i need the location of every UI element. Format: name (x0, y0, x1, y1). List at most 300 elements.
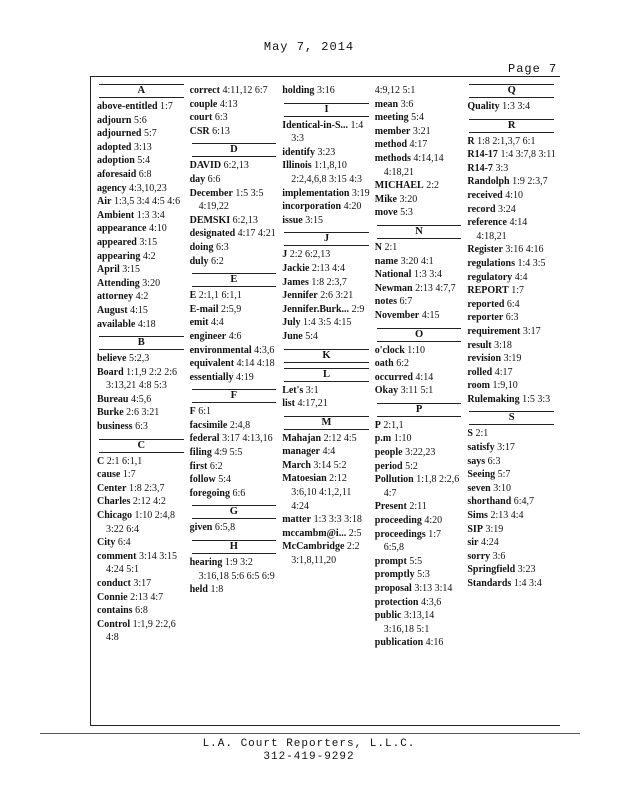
index-entry (97, 168, 186, 182)
index-term: environmental (189, 344, 252, 356)
index-column-2 (188, 84, 281, 720)
index-entry (282, 276, 371, 290)
index-refs: 1:7 (122, 469, 136, 481)
index-refs: 6:3 (214, 112, 228, 124)
index-term: available (97, 318, 136, 330)
index-entry (467, 468, 556, 482)
index-refs: 2:2 3:1,8,11,20 (291, 541, 360, 567)
index-entry (467, 441, 556, 455)
index-refs: 6:6 (207, 173, 221, 185)
index-refs: 2:13 4:4 (311, 262, 345, 274)
index-entry (190, 214, 279, 228)
index-entry (97, 100, 186, 114)
index-refs: 2:1,1 (383, 419, 404, 431)
index-term: REPORT (467, 285, 509, 297)
index-term: November (374, 309, 420, 321)
index-entry (97, 550, 186, 577)
index-entry (467, 257, 556, 271)
letter-heading: J (284, 232, 369, 246)
index-refs: 3:20 (399, 193, 418, 205)
index-term: occurred (374, 371, 413, 383)
index-term: received (467, 189, 503, 201)
index-entry (375, 179, 464, 193)
index-entry (467, 536, 556, 550)
index-refs: 6:7 (399, 296, 413, 308)
index-entry (375, 555, 464, 569)
index-refs: 5:4 (137, 155, 151, 167)
index-refs: 3:15 (139, 236, 158, 248)
page-number: Page 7 (508, 62, 558, 76)
index-term: given (189, 522, 213, 534)
index-refs: 5:7 (497, 469, 511, 481)
index-refs: 6:2 (209, 460, 223, 472)
index-entry (190, 241, 279, 255)
index-refs: 3:13 3:14 (414, 583, 453, 594)
index-refs: 3:20 4:1 (400, 255, 434, 267)
letter-heading: F (192, 389, 277, 403)
index-refs: 2:13 4:7 (130, 591, 164, 603)
index-entry (190, 583, 279, 597)
letter-heading: O (377, 328, 462, 342)
index-term: R14-17 (467, 149, 498, 161)
index-refs: 1:9 2:3,7 (512, 176, 548, 188)
index-entry (375, 514, 464, 528)
index-entry (190, 556, 279, 583)
index-refs: 4:3,6 (254, 344, 275, 356)
index-term: protection (374, 596, 419, 608)
index-refs: 2:4,8 (229, 419, 251, 431)
index-term: prompt (374, 555, 407, 567)
left-border (90, 76, 91, 725)
index-entry (375, 528, 464, 555)
index-entry (375, 609, 464, 636)
index-refs: 1:7 6:5,8 (383, 528, 441, 554)
index-term: Identical-in-S... (282, 119, 349, 131)
index-refs: 4:20 (343, 201, 362, 213)
index-entry (375, 500, 464, 514)
index-term: Mahajan (282, 432, 322, 444)
index-term: July (282, 317, 301, 329)
index-term: identify (282, 146, 315, 158)
index-entry (190, 405, 279, 419)
index-refs: 6:3 (487, 455, 501, 467)
index-term: Control (97, 618, 131, 630)
index-entry (190, 125, 279, 139)
letter-heading: E (192, 273, 277, 287)
index-refs: 3:21 (412, 125, 431, 137)
index-entry (97, 250, 186, 264)
index-entry (467, 379, 556, 393)
index-entry (97, 263, 186, 277)
index-term: cause (97, 469, 121, 481)
index-term: equivalent (189, 358, 235, 370)
index-refs: 2:2 6:2,13 (289, 249, 331, 261)
index-refs: 3:6 (400, 98, 414, 110)
letter-heading: I (284, 103, 369, 117)
index-term: oath (374, 358, 394, 370)
footer-company: L.A. Court Reporters, L.L.C. (202, 738, 416, 750)
index-refs: 4:14 (415, 371, 434, 383)
index-entry (190, 432, 279, 446)
index-term: publication (374, 637, 424, 649)
index-term: August (97, 304, 128, 316)
index-refs: 1:9 3:2 3:16,18 5:6 6:5 6:9 (198, 557, 275, 582)
index-refs: 6:3 (135, 421, 148, 433)
index-term: conduct (97, 578, 131, 589)
index-term: member (374, 125, 411, 137)
index-refs: 6:13 (212, 125, 230, 137)
index-refs: 5:2 (405, 460, 418, 472)
index-entry (190, 159, 279, 173)
index-refs: 2:1 (475, 428, 489, 440)
index-entry (190, 187, 279, 214)
index-entry (282, 397, 371, 411)
letter-heading: C (99, 439, 184, 453)
index-term: Charles (97, 496, 131, 508)
index-term: seven (467, 482, 491, 494)
index-entry (190, 255, 279, 269)
index-term: proposal (374, 583, 412, 594)
index-term: Register (467, 244, 503, 256)
index-refs: 2:5 (348, 527, 362, 539)
index-entry (467, 523, 556, 537)
index-refs: 4:2 (142, 250, 156, 262)
index-entry (190, 357, 279, 371)
index-refs: 4:6 (228, 330, 242, 342)
index-term: people (374, 447, 403, 459)
index-term: Mike (374, 193, 397, 205)
index-refs: 4:10 (148, 223, 167, 235)
index-entry (282, 445, 371, 459)
index-term: implementation (282, 187, 350, 199)
index-entry (282, 262, 371, 276)
index-entry (467, 550, 556, 564)
index-refs: 6:6 (232, 487, 246, 499)
index-refs: 3:15 (122, 264, 141, 276)
index-entry (375, 98, 464, 112)
index-refs: 4:17 (494, 366, 513, 378)
index-entry (282, 146, 371, 160)
index-entry (375, 295, 464, 309)
index-refs: 4:17 (409, 139, 428, 151)
index-entry (282, 432, 371, 446)
index-refs: 3:19 (503, 353, 522, 365)
index-refs: 3:19 (351, 187, 370, 199)
index-refs: 6:8 (135, 605, 148, 617)
index-entry (467, 325, 556, 339)
index-refs: 4:15 (130, 304, 148, 316)
index-term: mccambm@i... (282, 527, 347, 539)
index-term: notes (374, 296, 398, 308)
index-term: SIP (467, 523, 483, 535)
index-term: Okay (374, 385, 399, 397)
index-entry (467, 482, 556, 496)
index-refs: 4:24 (480, 537, 499, 549)
index-entry (375, 152, 464, 179)
index-refs: 6:2 (396, 358, 409, 370)
index-entry (97, 468, 186, 482)
bottom-rule (90, 725, 560, 726)
index-refs: 2:9 (351, 303, 365, 315)
index-entry (190, 227, 279, 241)
index-entry (97, 304, 186, 318)
index-refs: 2:1,1 6:1,1 (198, 290, 242, 302)
index-term: Center (97, 482, 127, 494)
index-entry (97, 406, 186, 420)
index-entry (190, 473, 279, 487)
index-term: March (282, 459, 311, 471)
index-term: E (189, 290, 197, 302)
index-term: Jackie (282, 262, 310, 274)
index-term: satisfy (467, 442, 495, 454)
index-entry (97, 604, 186, 618)
index-entry (97, 209, 186, 223)
index-entry (467, 135, 556, 149)
index-entry (190, 419, 279, 433)
index-entry (467, 495, 556, 509)
index-refs: 1:1,9 2:2 2:6 3:13,21 4:8 5:3 (106, 366, 178, 392)
index-entry (375, 357, 464, 371)
index-refs: 1:4 3:5 (517, 257, 546, 269)
index-entry (97, 495, 186, 509)
index-entry (190, 371, 279, 385)
index-refs: 5:3 (417, 569, 430, 581)
index-term: N (374, 241, 383, 253)
index-term: agency (97, 182, 127, 194)
letter-heading: A (99, 84, 184, 98)
index-term: appearance (97, 223, 147, 235)
index-entry (467, 203, 556, 217)
index-refs: 5:4 (218, 474, 231, 486)
index-refs: 6:4,7 (513, 496, 535, 508)
index-entry (467, 427, 556, 441)
index-entry (375, 473, 464, 500)
index-term: couple (189, 98, 218, 110)
index-refs: 3:6 (492, 550, 506, 562)
index-refs: 5:7 (143, 128, 157, 140)
index-column-4 (373, 84, 466, 720)
index-refs: 1:5 3:3 (522, 393, 551, 405)
letter-heading: H (192, 540, 277, 554)
index-refs: 6:8 (138, 168, 152, 180)
index-entry (467, 393, 556, 407)
index-term: contains (97, 605, 133, 617)
index-term: Ambient (97, 209, 135, 221)
index-entry (97, 577, 186, 591)
index-term: appearing (97, 250, 141, 262)
index-term: duly (189, 255, 209, 267)
index-term: June (282, 330, 303, 342)
index-term: court (189, 112, 213, 124)
index-column-3 (280, 84, 373, 720)
index-refs: 4:3,10,23 (128, 182, 167, 194)
index-term: Illinois (282, 160, 312, 172)
index-refs: 1:3 3:4 (413, 269, 443, 281)
index-term: Newman (374, 282, 413, 294)
index-refs: 2:12 3:6,10 4:1,2,11 4:24 (291, 473, 352, 512)
index-term: engineer (189, 330, 227, 342)
index-term: business (97, 421, 133, 433)
index-refs: 1:7 (511, 285, 524, 297)
index-refs: 1:4 3:4 (513, 578, 542, 589)
index-refs: 3:11 5:1 (400, 385, 434, 397)
index-term: Chicago (97, 510, 132, 522)
index-term: p.m (374, 433, 392, 445)
index-refs: 1:5 3:5 4:19,22 (198, 187, 264, 213)
index-term: adopted (97, 141, 132, 153)
index-refs: 4:9,12 5:1 (374, 85, 416, 96)
index-refs: 4:3,6 (420, 596, 442, 608)
index-refs: 3:10 (493, 482, 511, 494)
index-entry (97, 114, 186, 128)
letter-heading: G (192, 505, 277, 519)
index-refs: 3:18 (494, 339, 512, 351)
index-entry (375, 344, 464, 358)
index-refs: 6:5,8 (214, 522, 236, 534)
index-term: Pollution (374, 474, 414, 486)
index-term: R (467, 135, 475, 147)
index-entry (190, 330, 279, 344)
index-term: correct (189, 85, 220, 96)
index-term: Bureau (97, 393, 129, 405)
index-term: requirement (467, 325, 521, 337)
index-refs: 5:5 (409, 555, 423, 567)
index-refs: 3:23 (517, 564, 536, 576)
footer-phone: 312-419-9292 (263, 751, 355, 763)
index-entry (190, 487, 279, 501)
index-entry (467, 577, 556, 591)
index-refs: 3:23 (317, 146, 336, 158)
index-refs: 1:10 (407, 344, 426, 356)
index-entry (282, 84, 371, 98)
index-entry (375, 432, 464, 446)
index-entry (190, 289, 279, 303)
index-refs: 4:15 (421, 309, 440, 321)
index-refs: 2:6 3:21 (320, 290, 354, 302)
index-entry (375, 636, 464, 650)
index-term: holding (282, 85, 315, 96)
index-refs: 4:17,21 (297, 398, 328, 410)
index-term: S (467, 428, 473, 440)
index-refs: 2:12 4:2 (132, 496, 166, 508)
index-term: CSR (189, 125, 210, 137)
index-entry (467, 509, 556, 523)
index-entry (97, 536, 186, 550)
index-entry (375, 241, 464, 255)
index-refs: 6:4 (117, 537, 131, 549)
index-refs: 3:17 4:13,16 (222, 433, 273, 445)
index-term: City (97, 537, 116, 549)
index-term: F (189, 406, 196, 418)
index-entry (467, 148, 556, 162)
index-term: result (467, 339, 492, 351)
index-entry (467, 243, 556, 257)
index-refs: 2:13 4:4 (490, 510, 524, 522)
index-entry (190, 111, 279, 125)
index-entry (375, 111, 464, 125)
index-entry (375, 596, 464, 610)
index-refs: 1:10 (393, 433, 412, 445)
index-term: doing (189, 241, 214, 253)
index-term: facsimile (189, 419, 228, 431)
index-refs: 1:1,8,10 2:2,4,6,8 3:15 4:3 (291, 160, 363, 185)
index-term: C (97, 455, 105, 467)
index-term: says (467, 455, 486, 467)
index-refs: 4:13 (219, 98, 238, 110)
index-refs: 4:20 (424, 515, 443, 527)
index-entry (467, 284, 556, 298)
index-term: emit (189, 317, 209, 329)
index-term: first (189, 460, 208, 472)
index-term: o'clock (374, 344, 405, 356)
index-refs: 4:2 (135, 291, 149, 303)
index-entry (190, 316, 279, 330)
index-refs: 1:3 3:4 (136, 209, 165, 221)
index-entry (375, 282, 464, 296)
letter-heading: P (377, 403, 462, 417)
index-entry (97, 195, 186, 209)
index-term: December (189, 187, 233, 199)
index-term: meeting (374, 112, 409, 124)
index-refs: 4:10 (505, 189, 524, 201)
index-term: sorry (467, 550, 491, 562)
index-term: public (374, 610, 402, 622)
index-refs: 4:19 (235, 371, 254, 383)
index-column-5 (465, 84, 558, 720)
index-entry (467, 366, 556, 380)
index-term: DAVID (189, 160, 222, 172)
index-term: Standards (467, 578, 512, 589)
index-term: reporter (467, 312, 504, 324)
index-entry (282, 159, 371, 186)
index-refs: 1:1,8 2:2,6 4:7 (383, 474, 460, 499)
index-term: manager (282, 446, 320, 458)
index-entry (282, 540, 371, 567)
index-term: Burke (97, 407, 124, 419)
index-refs: 1:8 2:1,3,7 6:1 (477, 135, 536, 147)
index-entry (467, 352, 556, 366)
index-term: Jennifer.Burk... (282, 303, 350, 315)
index-entry (282, 513, 371, 527)
letter-heading: D (192, 143, 277, 157)
index-term: April (97, 264, 120, 276)
index-entry (190, 521, 279, 535)
index-entry (97, 618, 186, 645)
index-term: proceedings (374, 528, 426, 540)
index-refs: 4:4 (514, 271, 528, 283)
index-term: reference (467, 217, 507, 229)
index-entry (375, 84, 464, 98)
word-index (95, 84, 558, 720)
index-entry (282, 200, 371, 214)
index-refs: 6:3 (216, 241, 229, 253)
index-refs: 4:11,12 6:7 (222, 85, 268, 96)
letter-heading: Q (469, 84, 554, 98)
index-term: McCambridge (282, 541, 345, 553)
index-refs: 2:13 4:7,7 (415, 282, 456, 294)
index-entry (282, 384, 371, 398)
letter-heading: S (469, 411, 554, 425)
index-term: adjourn (97, 114, 132, 126)
index-refs: 5:4 (305, 330, 319, 342)
index-entry (375, 371, 464, 385)
index-term: Sims (467, 510, 488, 522)
index-refs: 3:16 (316, 85, 335, 96)
index-term: shorthand (467, 496, 512, 508)
index-term: adoption (97, 155, 135, 167)
index-entry (375, 582, 464, 596)
index-entry (282, 119, 371, 146)
